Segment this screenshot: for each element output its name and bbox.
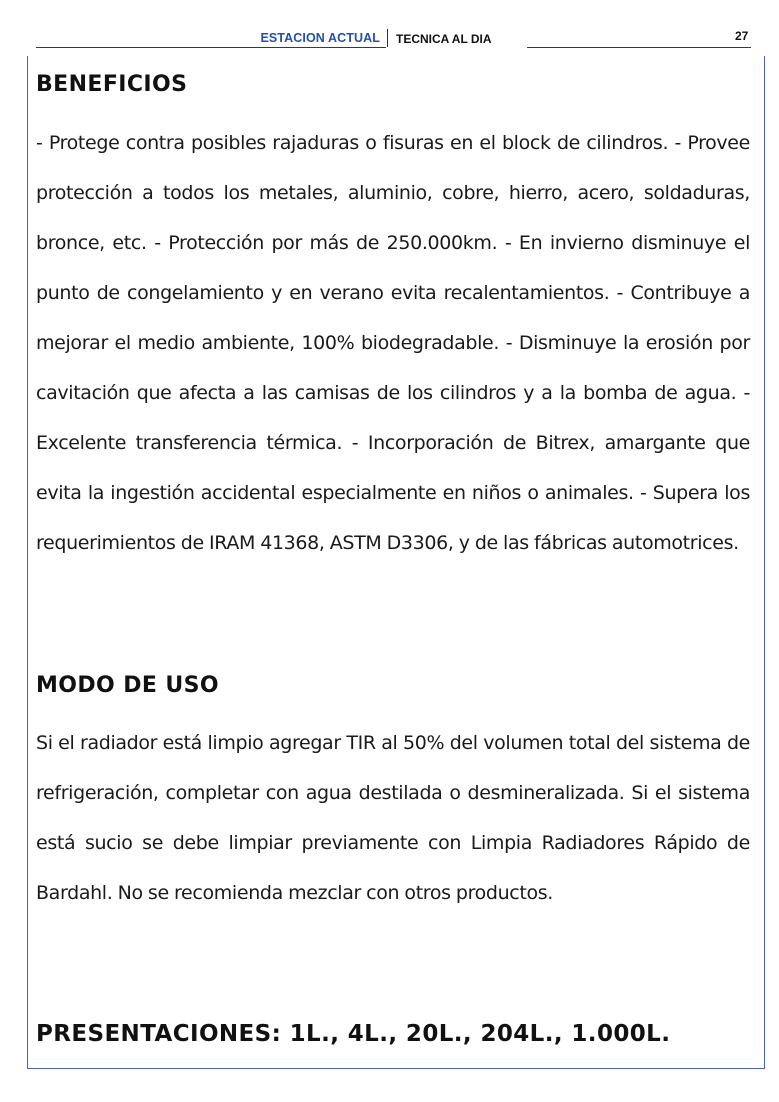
modo-de-uso-paragraph: Si el radiador está limpio agregar TIR al 50% del volumen total del sistema de refrigeración, completar con agua destilada o desmineralizada. Si el sistema está sucio se debe limpiar previamente con Limpia Radiadores Rápido de Bardahl. No se recomienda mezclar con otros productos.: [36, 732, 750, 904]
presentaciones-heading: PRESENTACIONES: 1L., 4L., 20L., 204L., 1.000L.: [36, 1021, 671, 1047]
beneficios-heading: BENEFICIOS: [36, 72, 188, 97]
page-header: [0, 0, 779, 60]
beneficios-paragraph: - Protege contra posibles rajaduras o fisuras en el block de cilindros. - Provee protección a todos los metales, aluminio, cobre, hierro, acero, soldaduras, bronce, etc. - Protección por más de 250.000km. - En invierno disminuye el punto de congelamiento y en verano evita recalentamientos. - Contribuye a mejorar el medio ambiente, 100% biodegradable. - Disminuye la erosión por cavitación que afecta a las camisas de los cilindros y a la bomba de agua. - Excelente transferencia térmica. - Incorporación de Bitrex, amargante que evita la ingestión accidental especialmente en niños o animales. - Supera los requerimientos de IRAM 41368, ASTM D3306, y de las fábricas automotrices.: [36, 132, 750, 554]
header-rule-left: [36, 47, 386, 48]
page-number: 27: [735, 29, 749, 43]
header-rule-right: [527, 47, 751, 48]
header-subsection-name: TECNICA AL DIA: [396, 32, 492, 46]
header-separator: [387, 29, 388, 47]
header-section-name: ESTACION ACTUAL: [260, 31, 380, 45]
modo-de-uso-heading: MODO DE USO: [36, 673, 219, 698]
beneficios-section: [36, 118, 750, 568]
modo-de-uso-section: [36, 718, 750, 918]
